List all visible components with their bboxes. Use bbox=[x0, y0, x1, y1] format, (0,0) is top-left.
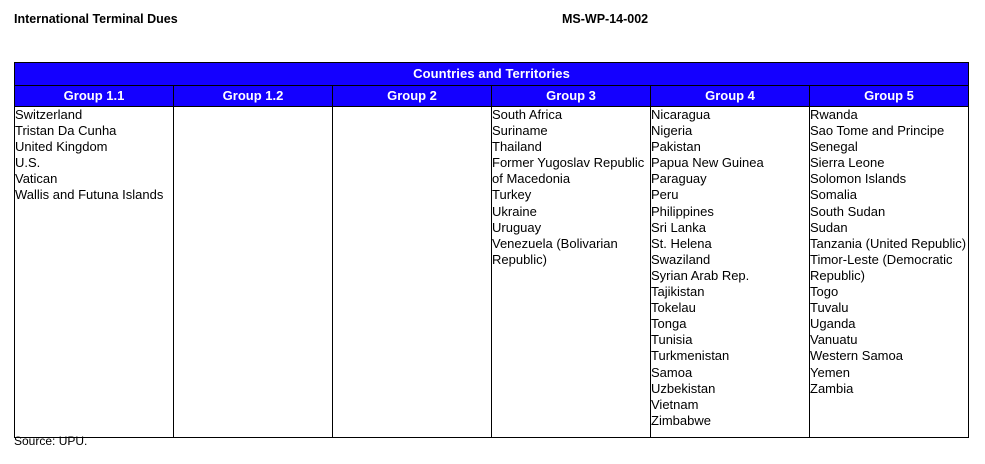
column-header-group-4: Group 4 bbox=[651, 86, 810, 107]
country-entry: Sao Tome and Principe bbox=[810, 123, 945, 139]
country-entry: Pakistan bbox=[651, 139, 701, 155]
country-entry: Tuvalu bbox=[810, 300, 849, 316]
country-entry: Ukraine bbox=[492, 203, 537, 219]
cell-group-1-1 bbox=[15, 107, 174, 438]
country-entry: U.S. bbox=[15, 155, 41, 171]
table-banner-row bbox=[15, 63, 969, 86]
table-row bbox=[15, 107, 969, 438]
country-entry: Thailand bbox=[492, 139, 542, 155]
country-entry: Tunisia bbox=[651, 332, 693, 348]
country-entry: Sudan bbox=[810, 219, 848, 235]
country-entry: United Kingdom bbox=[15, 139, 108, 155]
cell-group-1-2 bbox=[174, 107, 333, 438]
country-entry: Somalia bbox=[810, 187, 857, 203]
country-entry: Togo bbox=[810, 284, 839, 300]
country-entry: Uruguay bbox=[492, 219, 542, 235]
cell-group-5 bbox=[810, 107, 969, 438]
country-entry: Vatican bbox=[15, 171, 58, 187]
document-code: MS-WP-14-002 bbox=[562, 12, 649, 26]
cell-group-2 bbox=[333, 107, 492, 438]
country-entry: South Africa bbox=[492, 107, 563, 122]
cell-group-4 bbox=[651, 107, 810, 438]
country-entry: Syrian Arab Rep. bbox=[651, 267, 750, 283]
country-entry: Nicaragua bbox=[651, 107, 711, 122]
country-entry: Zimbabwe bbox=[651, 412, 711, 428]
column-header-group-3: Group 3 bbox=[492, 86, 651, 107]
page-header bbox=[14, 12, 971, 30]
country-entry: Timor-Leste (Democratic Republic) bbox=[810, 251, 953, 283]
country-entry: Vietnam bbox=[651, 396, 699, 412]
country-entry: Philippines bbox=[651, 203, 714, 219]
country-entry: Nigeria bbox=[651, 123, 693, 139]
country-entry: Peru bbox=[651, 187, 679, 203]
country-entry: Venezuela (Bolivarian Republic) bbox=[492, 235, 618, 267]
country-entry: South Sudan bbox=[810, 203, 886, 219]
country-entry: Tonga bbox=[651, 316, 687, 332]
source-note: Source: UPU. bbox=[14, 434, 88, 448]
country-entry: Vanuatu bbox=[810, 332, 858, 348]
country-entry: Tajikistan bbox=[651, 284, 705, 300]
country-entry: Tristan Da Cunha bbox=[15, 123, 117, 139]
country-entry: Turkey bbox=[492, 187, 532, 203]
country-entry: Sierra Leone bbox=[810, 155, 885, 171]
countries-table-wrapper bbox=[14, 62, 969, 438]
country-entry: Former Yugoslav Republic of Macedonia bbox=[492, 155, 645, 187]
column-header-group-2: Group 2 bbox=[333, 86, 492, 107]
document-title: International Terminal Dues bbox=[14, 12, 178, 26]
country-entry: Tokelau bbox=[651, 300, 696, 316]
country-entry: Wallis and Futuna Islands bbox=[15, 187, 164, 203]
country-entry: Tanzania (United Republic) bbox=[810, 235, 967, 251]
cell-group-3 bbox=[492, 107, 651, 438]
country-entry: Western Samoa bbox=[810, 348, 903, 364]
country-entry: Sri Lanka bbox=[651, 219, 706, 235]
country-entry: Paraguay bbox=[651, 171, 707, 187]
column-header-group-1-2: Group 1.2 bbox=[174, 86, 333, 107]
country-entry: Uganda bbox=[810, 316, 856, 332]
country-entry: Rwanda bbox=[810, 107, 858, 122]
countries-table bbox=[14, 62, 969, 438]
country-entry: Switzerland bbox=[15, 107, 83, 122]
country-entry: Zambia bbox=[810, 380, 854, 396]
column-header-group-5: Group 5 bbox=[810, 86, 969, 107]
country-entry: Yemen bbox=[810, 364, 850, 380]
table-banner: Countries and Territories bbox=[15, 63, 969, 86]
country-entry: Turkmenistan bbox=[651, 348, 730, 364]
country-entry: St. Helena bbox=[651, 235, 712, 251]
country-entry: Papua New Guinea bbox=[651, 155, 764, 171]
table-header-row bbox=[15, 86, 969, 107]
country-entry: Senegal bbox=[810, 139, 858, 155]
column-header-group-1-1: Group 1.1 bbox=[15, 86, 174, 107]
country-entry: Uzbekistan bbox=[651, 380, 716, 396]
country-entry: Samoa bbox=[651, 364, 693, 380]
country-entry: Suriname bbox=[492, 123, 548, 139]
country-entry: Swaziland bbox=[651, 251, 711, 267]
country-entry: Solomon Islands bbox=[810, 171, 907, 187]
